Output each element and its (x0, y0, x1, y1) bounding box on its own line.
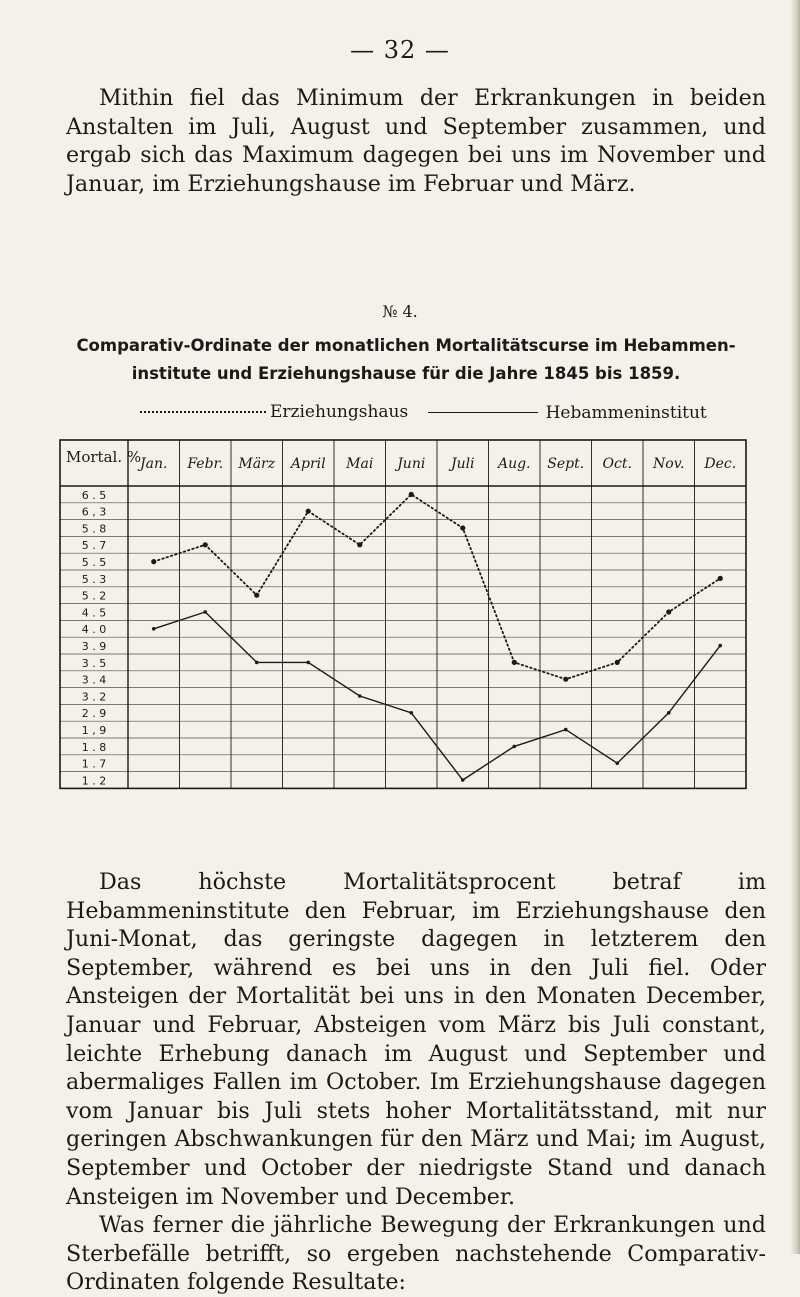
level-label: 1 . 2 (81, 774, 107, 788)
level-label: 6 . 5 (81, 488, 107, 502)
level-label: 5 . 5 (81, 556, 107, 569)
series-hebammeninstitut-point (512, 745, 516, 749)
level-label: 5 . 2 (81, 589, 107, 603)
series-erziehungshaus-point (306, 509, 311, 514)
month-label: Sept. (547, 456, 585, 472)
month-label: Juli (450, 456, 475, 472)
paragraph-analysis-text-1: Das höchste Mortalitätsprocent betraf im Hebammeninstitute den Februar, im Erziehungshause den Juni-Monat, das geringste dagegen in letzterem den September, während es bei uns in den Juli fiel. Oder Ansteigen der Mortalität bei uns in den Monaten December, Januar und Februar, Absteigen vom März bis Juli constant, leichte Erhebung danach im August und September und abermaliges Fallen im October. Im Erziehungshause dagegen vom Januar bis Juli stets hoher Mortalitätsstand, mit nur geringen Abschwankungen für den März und Mai; im August, September und October der niedrigste Stand und danach Ansteigen im November und December. (66, 869, 766, 1210)
month-label: Dec. (704, 456, 737, 472)
series-erziehungshaus-point (460, 525, 465, 530)
paragraph-intro-text: Mithin fiel das Minimum der Erkrankungen in beiden Anstalten im Juli, August und September zusammen, und ergab sich das Maximum dagegen bei uns im November und Januar, im Erziehungshause im Februar und März. (66, 85, 766, 197)
series-erziehungshaus-point (151, 559, 156, 564)
series-hebammeninstitut-point (718, 644, 722, 648)
series-erziehungshaus-point (512, 660, 517, 665)
figure-caption: Comparativ-Ordinate der monatlichen Mortalitätscurse im Hebammen-institute und Erziehungshause für die Jahre 1845 bis 1859. (76, 336, 736, 383)
paragraph-analysis (66, 868, 766, 1297)
series-hebammeninstitut-point (152, 627, 156, 631)
series-hebammeninstitut-point (358, 694, 362, 698)
level-label: 5 . 8 (81, 522, 107, 536)
series-erziehungshaus-point (666, 609, 671, 614)
level-label: 1 . 7 (81, 757, 107, 771)
series-hebammeninstitut-point (615, 761, 619, 765)
month-label: Jan. (140, 456, 168, 472)
level-label: 4 . 0 (81, 623, 107, 637)
level-label: 3 . 2 (81, 690, 107, 704)
legend-label-erziehungshaus: Erziehungshaus (270, 402, 409, 422)
series-erziehungshaus-point (563, 677, 568, 682)
month-label: Febr. (187, 456, 224, 472)
series-hebammeninstitut-point (564, 728, 568, 732)
series-erziehungshaus-point (615, 660, 620, 665)
series-hebammeninstitut-point (306, 661, 310, 665)
month-label: Juni (397, 456, 426, 472)
level-label: 6 , 3 (81, 505, 107, 519)
level-label: 3 . 9 (81, 640, 107, 653)
series-erziehungshaus-point (718, 576, 723, 581)
series-hebammeninstitut-point (409, 711, 413, 715)
month-label: Mai (346, 456, 374, 472)
series-erziehungshaus-point (203, 542, 208, 547)
month-label: Oct. (602, 456, 632, 472)
figure-number: № 4. (382, 302, 418, 321)
level-label: 3 . 4 (81, 673, 107, 687)
row-header-label: Mortal. % (66, 448, 142, 466)
series-erziehungshaus-point (357, 542, 362, 547)
series-hebammeninstitut-point (203, 610, 207, 614)
level-label: 4 . 5 (81, 606, 107, 620)
level-label: 1 . 8 (81, 740, 107, 754)
page-number: — 32 — (350, 36, 450, 64)
legend-label-hebammeninstitut: Hebammeninstitut (545, 402, 707, 423)
month-label: Aug. (497, 456, 531, 472)
paragraph-analysis-text-2: Was ferner die jährliche Bewegung der Erkrankungen und Sterbefälle betrifft, so ergeben nachstehende Comparativ-Ordinaten folgende Resultate: (66, 1212, 766, 1296)
month-label: März (238, 456, 276, 472)
level-label: 5 . 7 (81, 539, 107, 553)
series-hebammeninstitut-point (255, 661, 259, 665)
month-label: April (290, 456, 326, 472)
level-label: 2 . 9 (81, 707, 107, 721)
series-hebammeninstitut-point (667, 711, 671, 715)
series-erziehungshaus-point (409, 492, 414, 497)
series-erziehungshaus-point (254, 593, 259, 598)
level-label: 5 . 3 (81, 572, 107, 586)
level-label: 3 . 5 (81, 656, 107, 670)
month-label: Nov. (653, 456, 685, 472)
scan-edge (790, 0, 800, 1254)
level-label: 1 , 9 (81, 724, 107, 737)
series-hebammeninstitut-point (461, 778, 465, 782)
